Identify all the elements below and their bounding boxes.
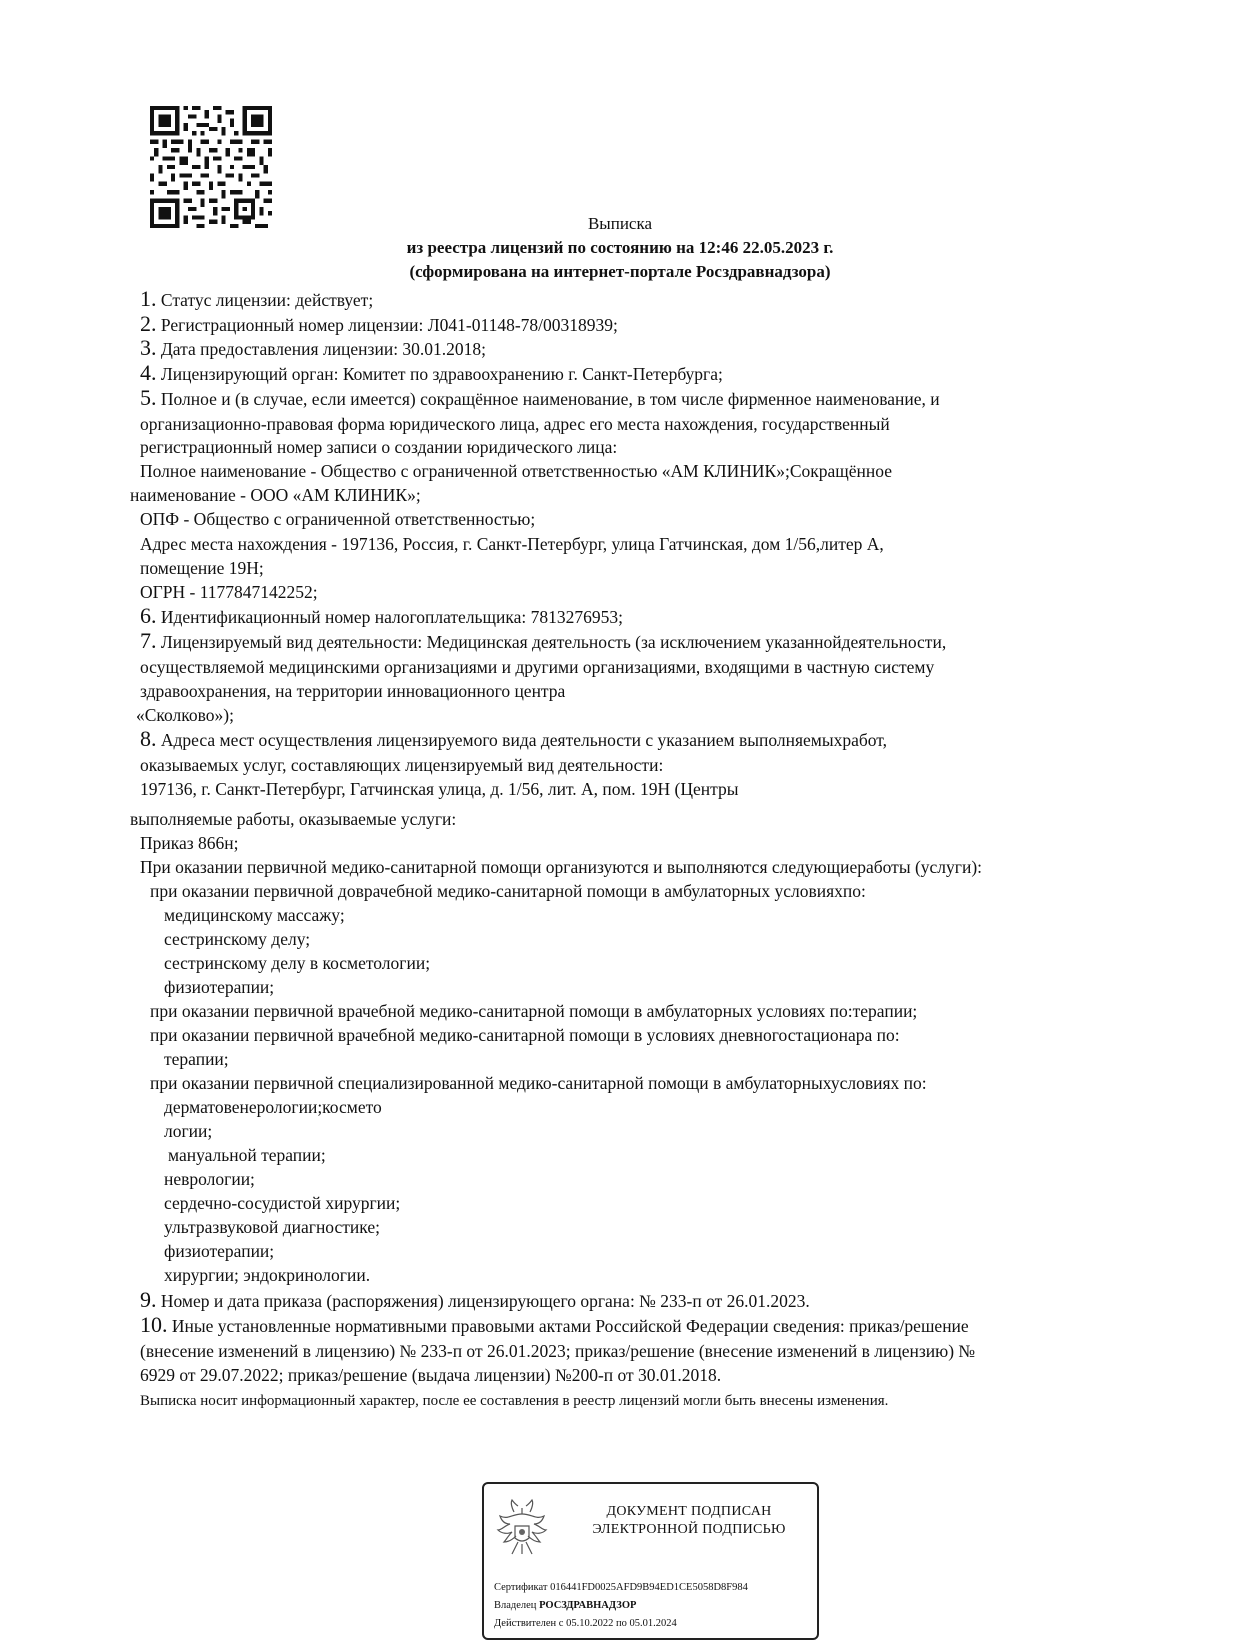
item-7-line-4: «Сколково»); bbox=[136, 705, 234, 725]
full-name-line-2: наименование - ООО «АМ КЛИНИК»; bbox=[130, 485, 421, 505]
document-title: Выписка bbox=[587, 214, 653, 233]
service-item: логии; bbox=[164, 1121, 213, 1141]
service-item: сестринскому делу; bbox=[164, 929, 311, 949]
physician-care-outpatient: при оказании первичной врачебной медико-санитарной помощи в амбулаторных условиях по:терапии; bbox=[150, 1001, 918, 1021]
certificate-label: Сертификат bbox=[494, 1582, 548, 1593]
owner-name: РОСЗДРАВНАДЗОР bbox=[539, 1600, 637, 1611]
order-866n: Приказ 866н; bbox=[140, 833, 239, 853]
service-item: хирургии; эндокринологии. bbox=[164, 1265, 371, 1285]
license-date: Дата предоставления лицензии: 30.01.2018; bbox=[160, 339, 487, 359]
service-item: физиотерапии; bbox=[164, 977, 275, 997]
item-10-line-1: Иные установленные нормативными правовыми актами Российской Федерации сведения: приказ/решение bbox=[171, 1316, 969, 1336]
activity-address: 197136, г. Санкт-Петербург, Гатчинская улица, д. 1/56, лит. А, пом. 19Н (Центры bbox=[140, 779, 739, 799]
registration-number: Регистрационный номер лицензии: Л041-01148-78/00318939; bbox=[160, 315, 618, 335]
item-10-line-3: 6929 от 29.07.2022; приказ/решение (выдача лицензии) №200-п от 30.01.2018. bbox=[140, 1365, 722, 1385]
service-item: сердечно-сосудистой хирургии; bbox=[164, 1193, 401, 1213]
works-heading: выполняемые работы, оказываемые услуги: bbox=[130, 809, 457, 829]
inn: Идентификационный номер налогоплательщика: 7813276953; bbox=[160, 607, 623, 627]
item-5 bbox=[140, 387, 940, 410]
address-line-1: Адрес места нахождения - 197136, Россия, г. Санкт-Петербург, улица Гатчинская, дом 1/56,литер А, bbox=[140, 534, 884, 554]
item-8-line-1: Адреса мест осуществления лицензируемого вида деятельности с указанием выполняемыхработ, bbox=[160, 730, 887, 750]
portal-subtitle: (сформирована на интернет-портале Росздравнадзора) bbox=[409, 262, 831, 281]
disclaimer-note: Выписка носит информационный характер, после ее составления в реестр лицензий могли быть внесены изменения. bbox=[140, 1393, 889, 1409]
item-8 bbox=[140, 728, 887, 751]
item-9 bbox=[140, 1289, 810, 1312]
service-item: сестринскому делу в косметологии; bbox=[164, 953, 431, 973]
service-item: физиотерапии; bbox=[164, 1241, 275, 1261]
item-1 bbox=[140, 288, 373, 311]
owner-label: Владелец bbox=[494, 1600, 537, 1611]
item-7-line-3: здравоохранения, на территории инновационного центра bbox=[140, 681, 566, 701]
item-3 bbox=[140, 337, 486, 360]
item-7 bbox=[140, 630, 946, 653]
certificate-line bbox=[494, 1582, 748, 1593]
stamp-title-2: ЭЛЕКТРОННОЙ ПОДПИСЬЮ bbox=[592, 1522, 786, 1537]
license-status: Статус лицензии: действует; bbox=[160, 290, 374, 310]
item-number: 4. bbox=[140, 360, 157, 385]
service-item: дерматовенерологии;космето bbox=[164, 1097, 382, 1117]
service-item: ультразвуковой диагностике; bbox=[164, 1217, 380, 1237]
physician-care-day-hospital: при оказании первичной врачебной медико-санитарной помощи в условиях дневногостационара по: bbox=[150, 1025, 900, 1045]
item-8-line-2: оказываемых услуг, составляющих лицензируемый вид деятельности: bbox=[140, 755, 664, 775]
item-5-line-2: организационно-правовая форма юридического лица, адрес его места нахождения, государственный bbox=[140, 414, 890, 434]
service-item: терапии; bbox=[164, 1049, 229, 1069]
e-signature-stamp bbox=[482, 1482, 819, 1640]
item-5-line-1: Полное и (в случае, если имеется) сокращённое наименование, в том числе фирменное наименование, и bbox=[160, 389, 940, 409]
item-2 bbox=[140, 313, 618, 336]
stamp-title-1: ДОКУМЕНТ ПОДПИСАН bbox=[606, 1504, 772, 1519]
registry-subtitle: из реестра лицензий по состоянию на 12:46 22.05.2023 г. bbox=[406, 238, 834, 257]
prehospital-care: при оказании первичной доврачебной медико-санитарной помощи в амбулаторных условияхпо: bbox=[150, 881, 866, 901]
address-line-2: помещение 19Н; bbox=[140, 558, 264, 578]
item-number: 7. bbox=[140, 628, 157, 653]
item-number: 2. bbox=[140, 311, 157, 336]
item-6 bbox=[140, 605, 623, 628]
item-7-line-2: осуществляемой медицинскими организациями и другими организациями, входящими в частную систему bbox=[140, 657, 935, 677]
service-item: медицинскому массажу; bbox=[164, 905, 345, 925]
item-number: 3. bbox=[140, 335, 157, 360]
emblem-icon bbox=[494, 1498, 550, 1562]
certificate-id: 016441FD0025AFD9B94ED1CE5058D8F984 bbox=[550, 1582, 748, 1593]
order-number-date: Номер и дата приказа (распоряжения) лицензирующего органа: № 233-п от 26.01.2023. bbox=[160, 1291, 810, 1311]
item-number: 5. bbox=[140, 385, 157, 410]
item-10 bbox=[140, 1314, 969, 1337]
service-item: мануальной терапии; bbox=[168, 1145, 326, 1165]
item-4 bbox=[140, 362, 723, 385]
qr-code bbox=[150, 106, 272, 228]
licensing-authority: Лицензирующий орган: Комитет по здравоохранению г. Санкт-Петербурга; bbox=[160, 364, 723, 384]
specialized-care: при оказании первичной специализированной медико-санитарной помощи в амбулаторныхусловиях по: bbox=[150, 1073, 927, 1093]
item-10-line-2: (внесение изменений в лицензию) № 233-п от 26.01.2023; приказ/решение (внесение изменений в лицензию) № bbox=[140, 1341, 976, 1361]
item-5-line-3: регистрационный номер записи о создании юридического лица: bbox=[140, 437, 618, 457]
full-name-line-1: Полное наименование - Общество с ограниченной ответственностью «АМ КЛИНИК»;Сокращённое bbox=[140, 461, 892, 481]
item-number: 9. bbox=[140, 1287, 157, 1312]
item-7-line-1: Лицензируемый вид деятельности: Медицинская деятельность (за исключением указаннойдеятельности, bbox=[160, 632, 947, 652]
owner-line bbox=[494, 1600, 636, 1611]
item-number: 8. bbox=[140, 726, 157, 751]
validity-period: Действителен с 05.10.2022 по 05.01.2024 bbox=[494, 1618, 677, 1629]
item-number: 6. bbox=[140, 603, 157, 628]
legal-form: ОПФ - Общество с ограниченной ответственностью; bbox=[140, 509, 536, 529]
works-intro: При оказании первичной медико-санитарной помощи организуются и выполняются следующиеработы (услуги): bbox=[140, 857, 983, 877]
service-item: неврологии; bbox=[164, 1169, 255, 1189]
ogrn: ОГРН - 1177847142252; bbox=[140, 582, 318, 602]
item-number: 10. bbox=[140, 1312, 168, 1337]
item-number: 1. bbox=[140, 286, 157, 311]
